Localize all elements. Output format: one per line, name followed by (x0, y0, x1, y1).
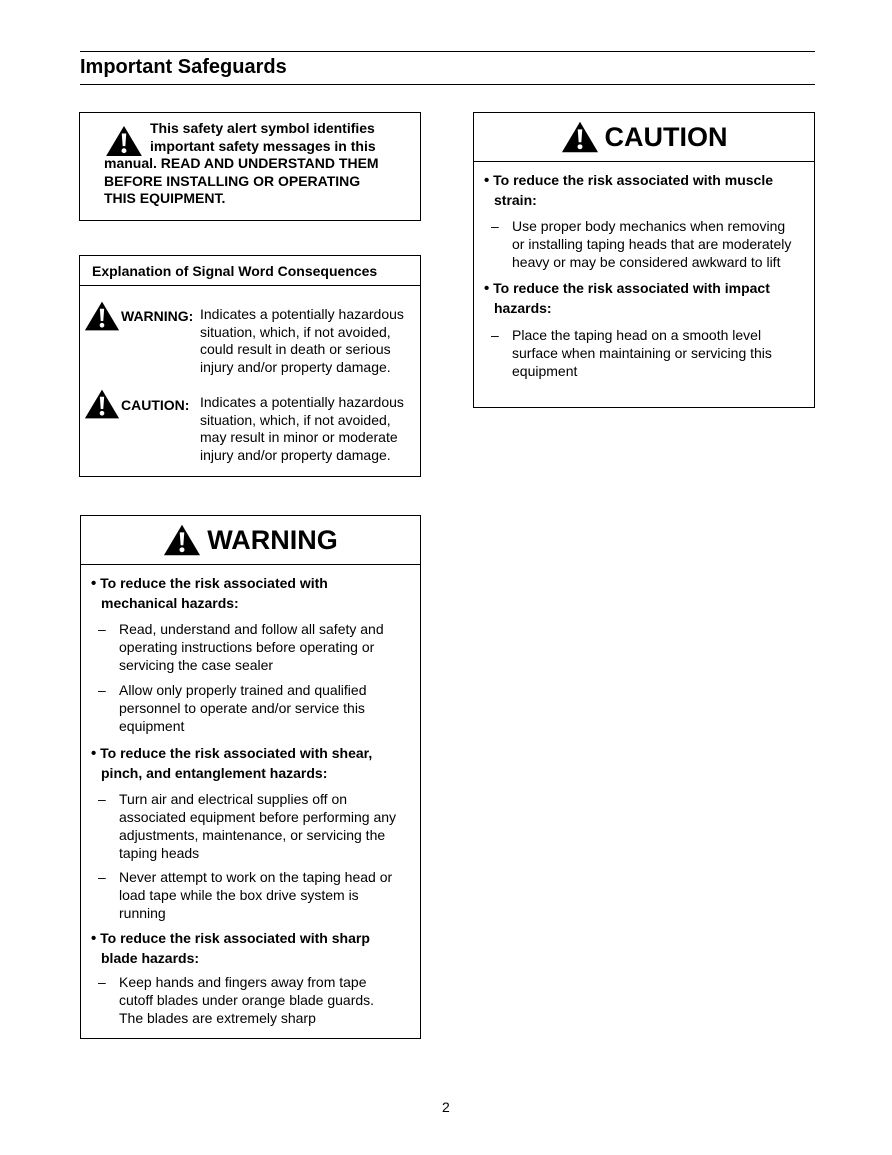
item-line: associated equipment before performing any (119, 809, 397, 825)
item-line: load tape while the box drive system is (119, 887, 359, 903)
caution-signal-description (200, 394, 415, 465)
warning-banner (81, 516, 420, 565)
desc-line: may result in minor or moderate (200, 429, 398, 446)
hazard-line: mechanical hazards: (101, 594, 239, 611)
list-item (81, 868, 420, 922)
alert-line: manual. READ AND UNDERSTAND THEM (104, 155, 379, 171)
warning-heading: WARNING (207, 524, 338, 555)
item-line: Keep hands and fingers away from tape (119, 974, 367, 990)
dash: – (98, 974, 106, 990)
explanation-heading: Explanation of Signal Word Consequences (80, 256, 420, 286)
title-rule (80, 84, 815, 85)
desc-line: Indicates a potentially hazardous (200, 306, 404, 322)
shear-pinch-hazards-section (81, 744, 420, 783)
item-line: Allow only properly trained and qualified (119, 682, 367, 698)
desc-line: situation, which, if not avoided, (200, 323, 391, 340)
hazard-heading (474, 279, 814, 318)
item-line: equipment (512, 363, 578, 379)
page-number: 2 (442, 1099, 450, 1115)
item-line: Turn air and electrical supplies off on (119, 791, 348, 807)
alert-line: BEFORE INSTALLING OR OPERATING (104, 172, 361, 189)
dash: – (491, 327, 499, 343)
desc-line: could result in death or serious (200, 341, 391, 358)
item-line: servicing the case sealer (119, 657, 274, 673)
hazard-line: To reduce the risk associated with sharp (100, 930, 370, 946)
safety-alert-box (79, 112, 421, 221)
dash: – (98, 682, 106, 698)
item-line: Place the taping head on a smooth level (512, 327, 762, 343)
item-line: Read, understand and follow all safety and (119, 621, 384, 637)
list-item (81, 790, 420, 862)
sharp-blade-hazards-section (81, 929, 420, 968)
dash: – (98, 869, 106, 885)
mechanical-hazards-section (81, 574, 420, 613)
list-item (474, 217, 814, 271)
list-item (81, 620, 420, 674)
top-rule (80, 51, 815, 52)
caution-heading: CAUTION (604, 121, 728, 152)
item-line: Never attempt to work on the taping head or (119, 869, 393, 885)
hazard-heading (81, 929, 420, 968)
item-line: operating instructions before operating or (119, 639, 375, 655)
bullet: • (91, 930, 97, 947)
signal-word-explanation-box (79, 255, 421, 477)
hazard-line: To reduce the risk associated with (100, 575, 328, 591)
hazard-heading (81, 744, 420, 783)
hazard-line: To reduce the risk associated with impact (493, 280, 770, 296)
dash: – (98, 621, 106, 637)
caution-signal-label: CAUTION: (121, 397, 190, 413)
list-item (81, 973, 420, 1027)
dash: – (98, 791, 106, 807)
warning-triangle-icon (84, 300, 120, 332)
hazard-line: pinch, and entanglement hazards: (101, 764, 328, 781)
caution-banner (474, 113, 814, 162)
page-title: Important Safeguards (80, 56, 287, 78)
item-line: equipment (119, 718, 185, 734)
impact-hazards-section (474, 279, 814, 318)
item-line: running (119, 905, 166, 921)
item-line: or installing taping heads that are moderately (512, 236, 792, 252)
item-line: adjustments, maintenance, or servicing the (119, 827, 386, 843)
dash: – (491, 218, 499, 234)
warning-signal-label: WARNING: (121, 308, 194, 324)
bullet: • (91, 575, 97, 592)
bullet: • (91, 745, 97, 762)
alert-line: important safety messages in this (150, 137, 376, 154)
alert-line: This safety alert symbol identifies (150, 120, 375, 136)
desc-line: situation, which, if not avoided, (200, 411, 391, 428)
desc-line: Indicates a potentially hazardous (200, 394, 404, 410)
hazard-line: To reduce the risk associated with muscle (493, 172, 773, 188)
desc-line: injury and/or property damage. (200, 447, 391, 464)
list-item (474, 326, 814, 380)
hazard-heading (81, 574, 420, 613)
safety-alert-text (104, 120, 404, 208)
warning-signal-description (200, 306, 415, 377)
item-line: heavy or may be considered awkward to lift (512, 254, 781, 270)
item-line: cutoff blades under orange blade guards. (119, 992, 375, 1008)
bullet: • (484, 172, 490, 189)
item-line: The blades are extremely sharp (119, 1010, 316, 1026)
item-line: personnel to operate and/or service this (119, 700, 365, 716)
item-line: surface when maintaining or servicing this (512, 345, 772, 361)
item-line: taping heads (119, 845, 200, 861)
alert-line: THIS EQUIPMENT. (104, 190, 226, 206)
list-item (81, 681, 420, 735)
caution-box (473, 112, 815, 408)
caution-triangle-icon (561, 120, 599, 154)
bullet: • (484, 280, 490, 297)
warning-box (80, 515, 421, 1039)
item-line: Use proper body mechanics when removing (512, 218, 786, 234)
hazard-heading (474, 171, 814, 210)
hazard-line: hazards: (494, 299, 552, 316)
hazard-line: To reduce the risk associated with shear, (100, 745, 373, 761)
caution-triangle-icon (84, 388, 120, 420)
hazard-line: strain: (494, 191, 537, 208)
muscle-strain-section (474, 171, 814, 210)
warning-triangle-icon (163, 523, 201, 557)
hazard-line: blade hazards: (101, 949, 200, 966)
desc-line: injury and/or property damage. (200, 359, 391, 376)
